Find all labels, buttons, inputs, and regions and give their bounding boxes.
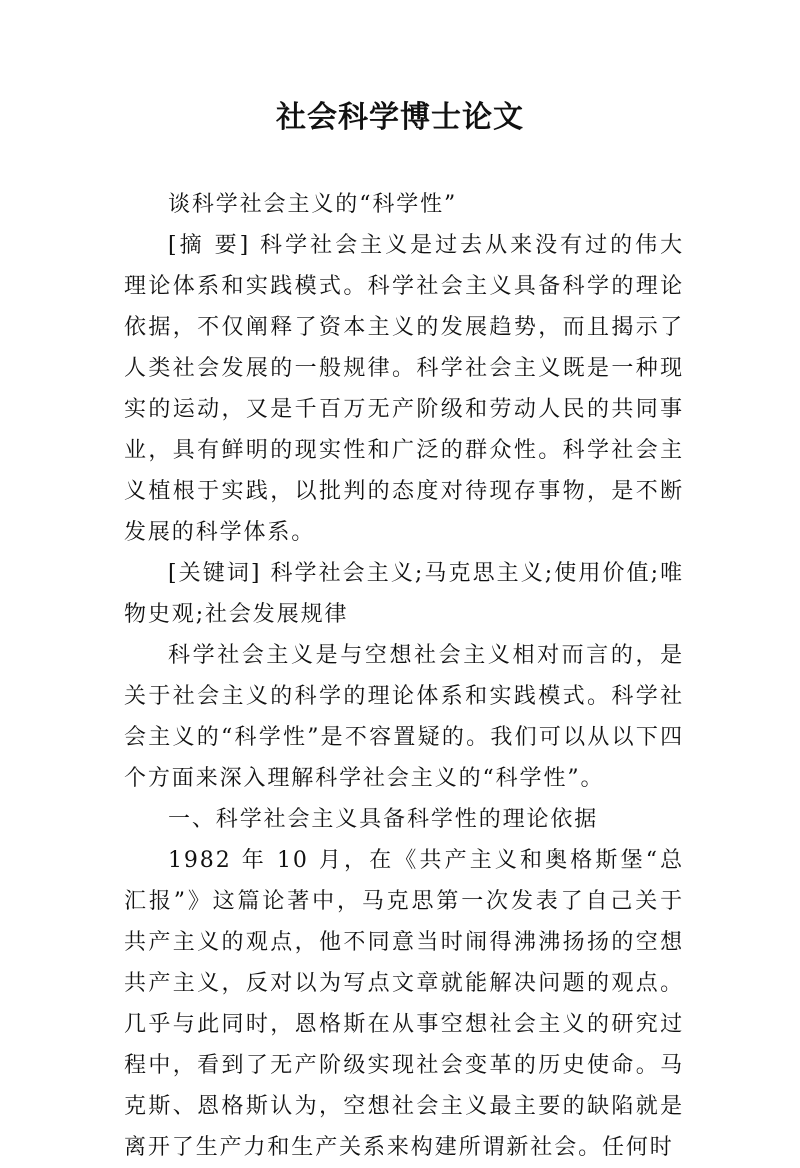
intro-paragraph: 科学社会主义是与空想社会主义相对而言的，是关于社会主义的科学的理论体系和实践模式。科学社会主义的“科学性”是不容置疑的。我们可以从以下四个方面来深入理解科学社会主义的“科学性”。 xyxy=(124,643,684,791)
abstract-paragraph: [摘 要] 科学社会主义是过去从来没有过的伟大理论体系和实践模式。科学社会主义具备科学的理论依据，不仅阐释了资本主义的发展趋势，而且揭示了人类社会发展的一般规律。科学社会主义既是一种现实的运动，又是千百万无产阶级和劳动人民的共同事业，具有鲜明的现实性和广泛的群众性。科学社会主义植根于实践，以批判的态度对待现存事物，是不断发展的科学体系。 xyxy=(124,233,684,545)
article-heading: 谈科学社会主义的“科学性” xyxy=(168,192,458,217)
document-title: 社会科学博士论文 xyxy=(276,100,524,135)
section-heading: 一、科学社会主义具备科学性的理论依据 xyxy=(168,807,599,832)
body-paragraph: 1982 年 10 月，在《共产主义和奥格斯堡“总汇报”》这篇论著中，马克思第一次发表了自己关于共产主义的观点，他不同意当时闹得沸沸扬扬的空想共产主义，反对以为写点文章就能解决问题的观点。几乎与此同时，恩格斯在从事空想社会主义的研究过程中，看到了无产阶级实现社会变革的历史使命。马克斯、恩格斯认为，空想社会主义最主要的缺陷就是离开了生产力和生产关系来构建所谓新社会。任何时 xyxy=(124,848,684,1160)
keywords-paragraph: [关键词] 科学社会主义;马克思主义;使用价值;唯物史观;社会发展规律 xyxy=(124,561,684,627)
document-body xyxy=(124,184,684,1168)
